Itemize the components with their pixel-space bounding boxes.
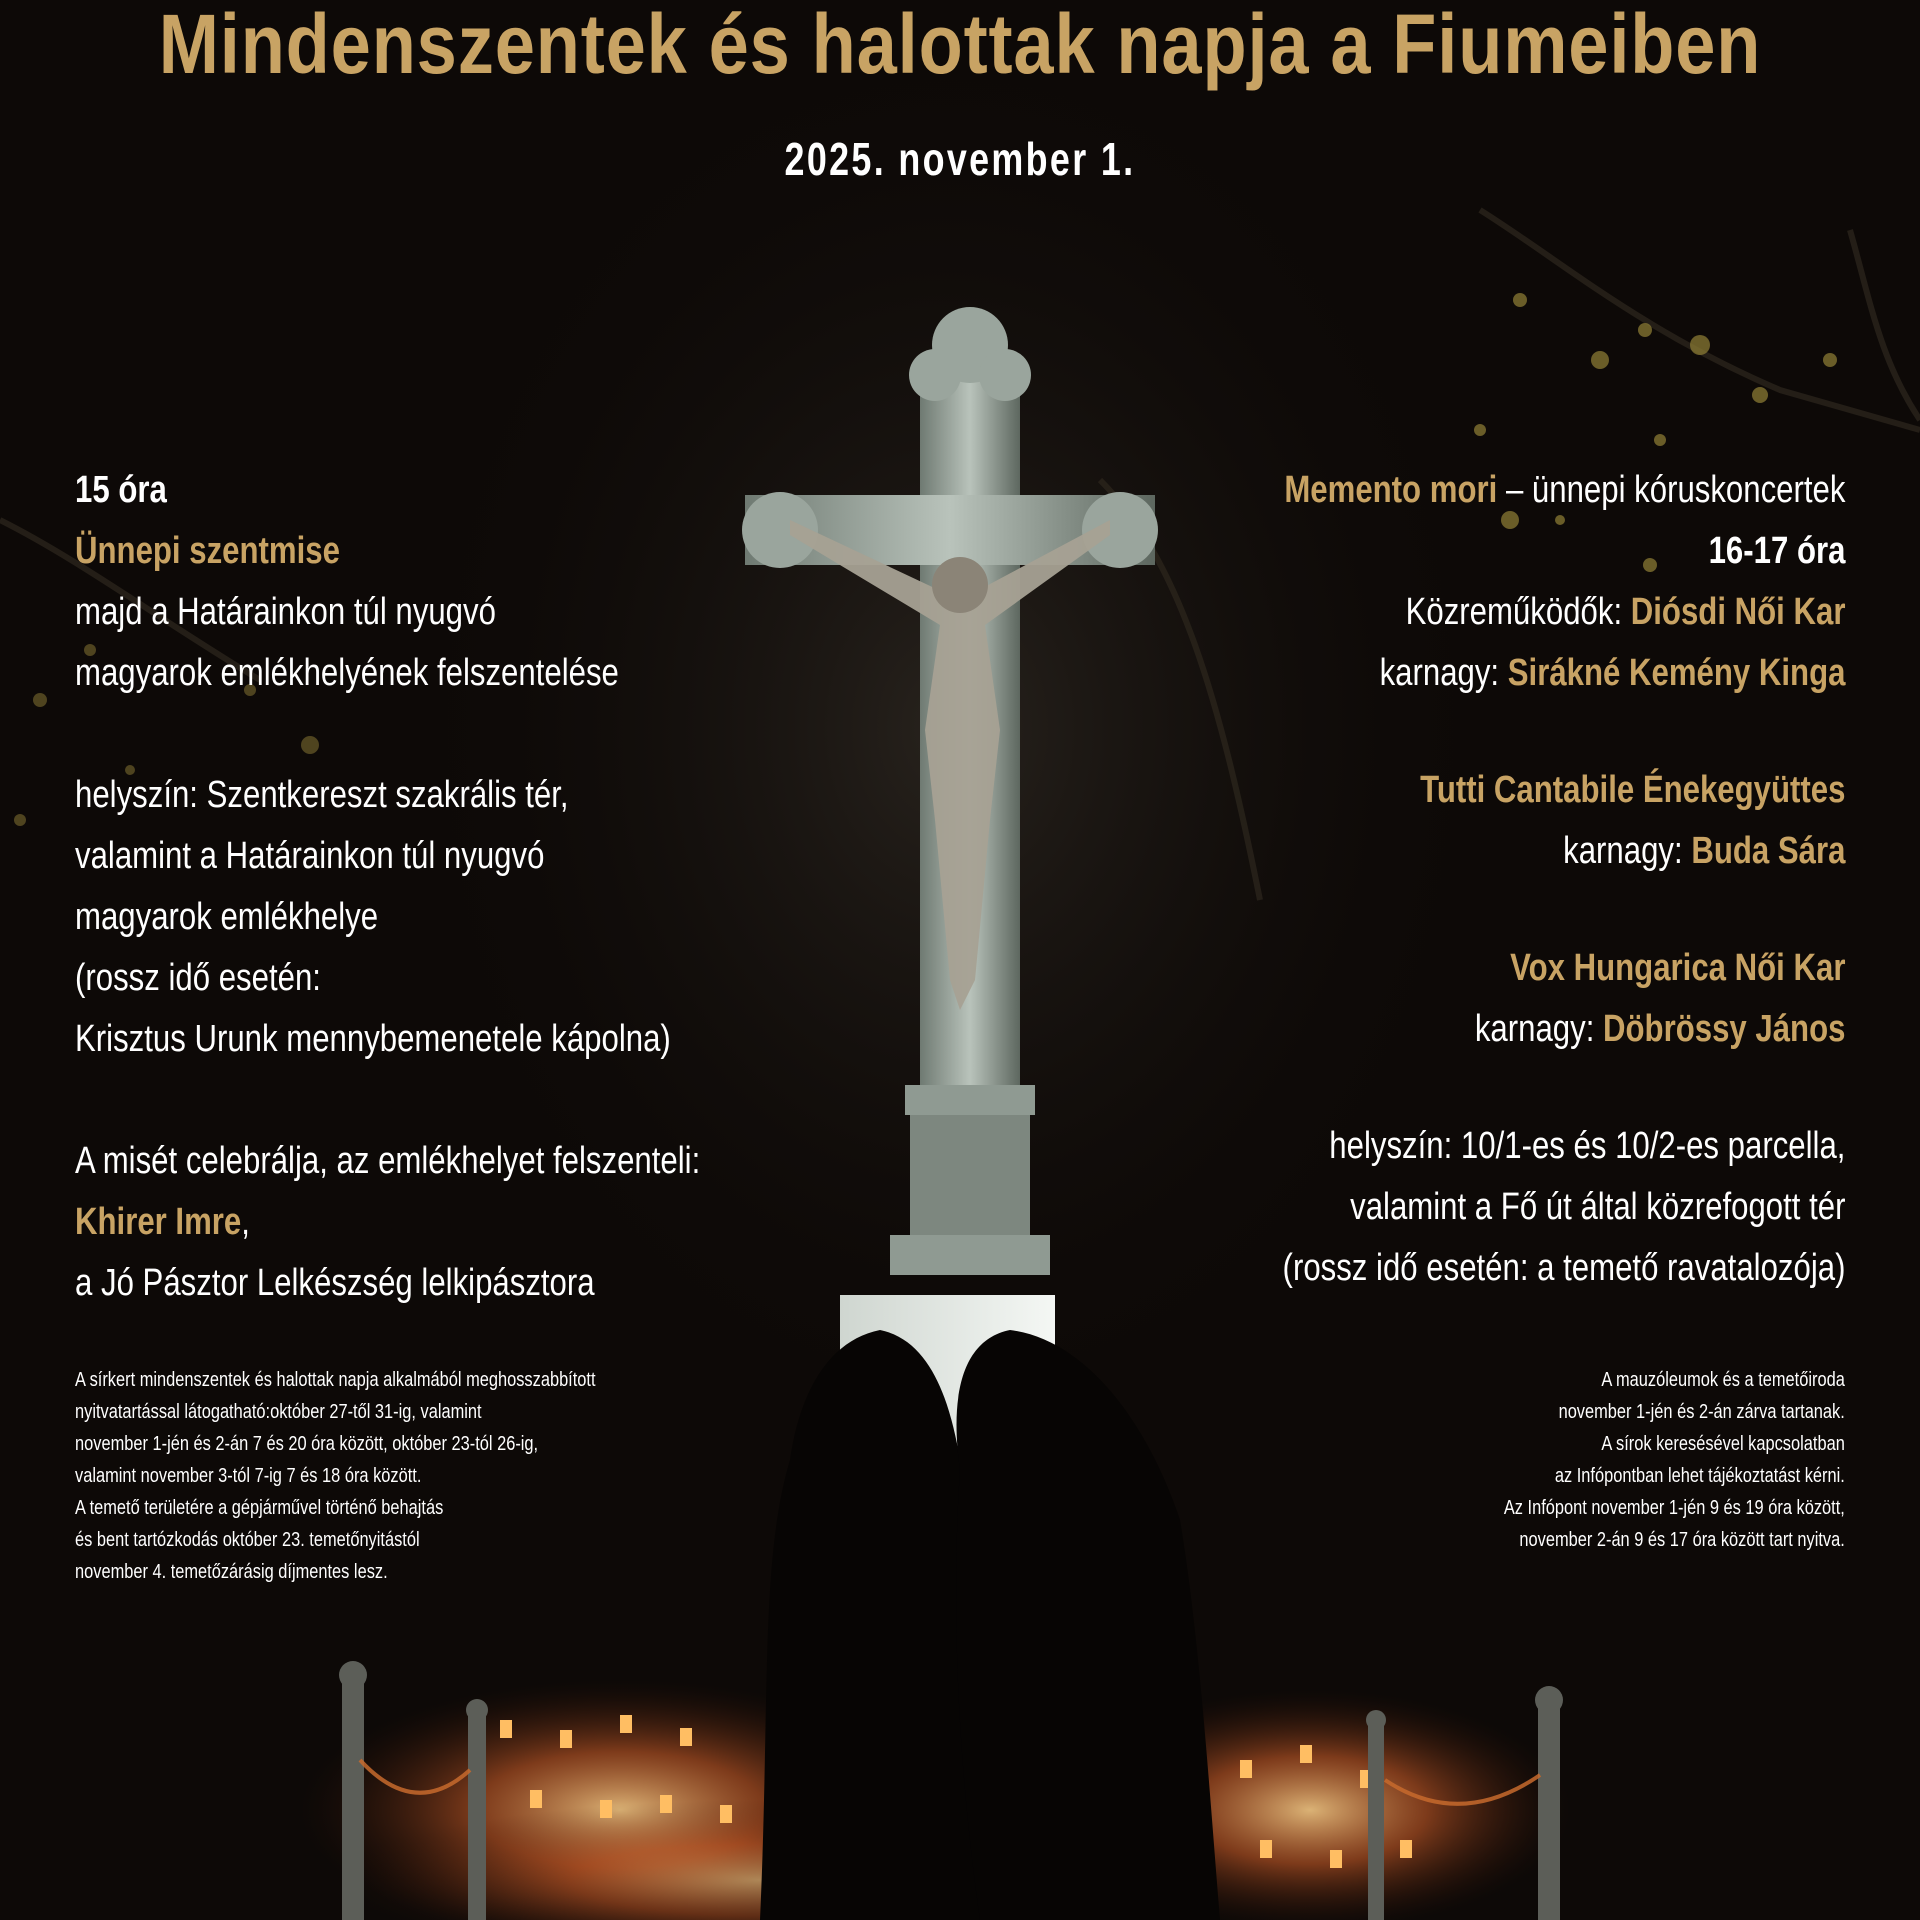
mass-venue-line: (rossz idő esetén: — [75, 957, 321, 999]
note-line: november 1-jén és 2-án 7 és 20 óra között, október 23-tól 26-ig, — [75, 1433, 539, 1455]
info-point-note — [1429, 1364, 1845, 1556]
concert-subtitle: – ünnepi kóruskoncertek — [1496, 469, 1845, 511]
mass-description-line: majd a Határainkon túl nyugvó — [75, 591, 496, 633]
concert-venue-line: valamint a Fő út által közrefogott tér — [1349, 1186, 1845, 1228]
choir-2-name: Tutti Cantabile Énekegyüttes — [1419, 769, 1845, 811]
concert-venue-line: helyszín: 10/1-es és 10/2-es parcella, — [1328, 1125, 1845, 1167]
mass-time: 15 óra — [75, 469, 167, 511]
note-line: és bent tartózkodás október 23. temetőnyitástól — [75, 1529, 420, 1551]
opening-hours-note — [75, 1364, 710, 1588]
choir-1-name: Diósdi Női Kar — [1630, 591, 1845, 633]
note-line: november 2-án 9 és 17 óra között tart nyitva. — [1519, 1529, 1845, 1551]
celebrant-name: Khirer Imre — [75, 1201, 242, 1243]
mass-venue-line: helyszín: Szentkereszt szakrális tér, — [75, 774, 569, 816]
performers-label: Közreműködők: — [1405, 591, 1631, 633]
mass-description-line: magyarok emlékhelyének felszentelése — [75, 652, 619, 694]
note-line: november 4. temetőzárásig díjmentes lesz. — [75, 1561, 388, 1583]
celebrant-comma: , — [241, 1201, 250, 1243]
note-line: november 1-jén és 2-án zárva tartanak. — [1558, 1401, 1845, 1423]
concert-heading — [1282, 460, 1845, 521]
conductor-label: karnagy: — [1474, 1008, 1603, 1050]
note-line: A sírkert mindenszentek és halottak napja alkalmából meghosszabbított — [75, 1369, 596, 1391]
concert-venue-line: (rossz idő esetén: a temető ravatalozója) — [1282, 1247, 1845, 1289]
choir-1-line — [1282, 582, 1845, 643]
note-line: A mauzóleumok és a temetőiroda — [1601, 1369, 1845, 1391]
choir-3-conductor-line — [1282, 999, 1845, 1060]
note-line: nyitvatartással látogatható:október 27-től 31-ig, valamint — [75, 1401, 482, 1423]
conductor-label: karnagy: — [1379, 652, 1508, 694]
choir-3-name: Vox Hungarica Női Kar — [1509, 947, 1845, 989]
celebrant-role: a Jó Pásztor Lelkészség lelkipásztora — [75, 1262, 595, 1304]
concert-title: Memento mori — [1283, 469, 1497, 511]
note-line: A temető területére a gépjárművel történő behajtás — [75, 1497, 444, 1519]
note-line: Az Infópont november 1-jén 9 és 19 óra között, — [1504, 1497, 1845, 1519]
choir-1-conductor: Sirákné Kemény Kinga — [1507, 652, 1845, 694]
choir-1-conductor-line — [1282, 643, 1845, 704]
event-date: 2025. november 1. — [784, 133, 1136, 185]
note-line: az Infópontban lehet tájékoztatást kérni. — [1555, 1465, 1845, 1487]
note-line: A sírok keresésével kapcsolatban — [1601, 1433, 1845, 1455]
choir-3-conductor: Döbrössy János — [1602, 1008, 1845, 1050]
conductor-label: karnagy: — [1562, 830, 1691, 872]
mass-venue-line: valamint a Határainkon túl nyugvó — [75, 835, 545, 877]
celebrant-intro: A misét celebrálja, az emlékhelyet felszenteli: — [75, 1140, 701, 1182]
celebrant-line — [75, 1192, 700, 1253]
note-line: valamint november 3-tól 7-ig 7 és 18 óra között. — [75, 1465, 422, 1487]
concert-time: 16-17 óra — [1708, 530, 1845, 572]
mass-program — [75, 460, 837, 1314]
choir-2-conductor-line — [1282, 821, 1845, 882]
page-title: Mindenszentek és halottak napja a Fiumeiben — [158, 0, 1762, 91]
mass-title: Ünnepi szentmise — [75, 530, 340, 572]
choir-2-conductor: Buda Sára — [1690, 830, 1845, 872]
mass-venue-line: Krisztus Urunk mennybemenetele kápolna) — [75, 1018, 671, 1060]
concert-program — [1159, 460, 1845, 1299]
mass-venue-line: magyarok emlékhelye — [75, 896, 379, 938]
